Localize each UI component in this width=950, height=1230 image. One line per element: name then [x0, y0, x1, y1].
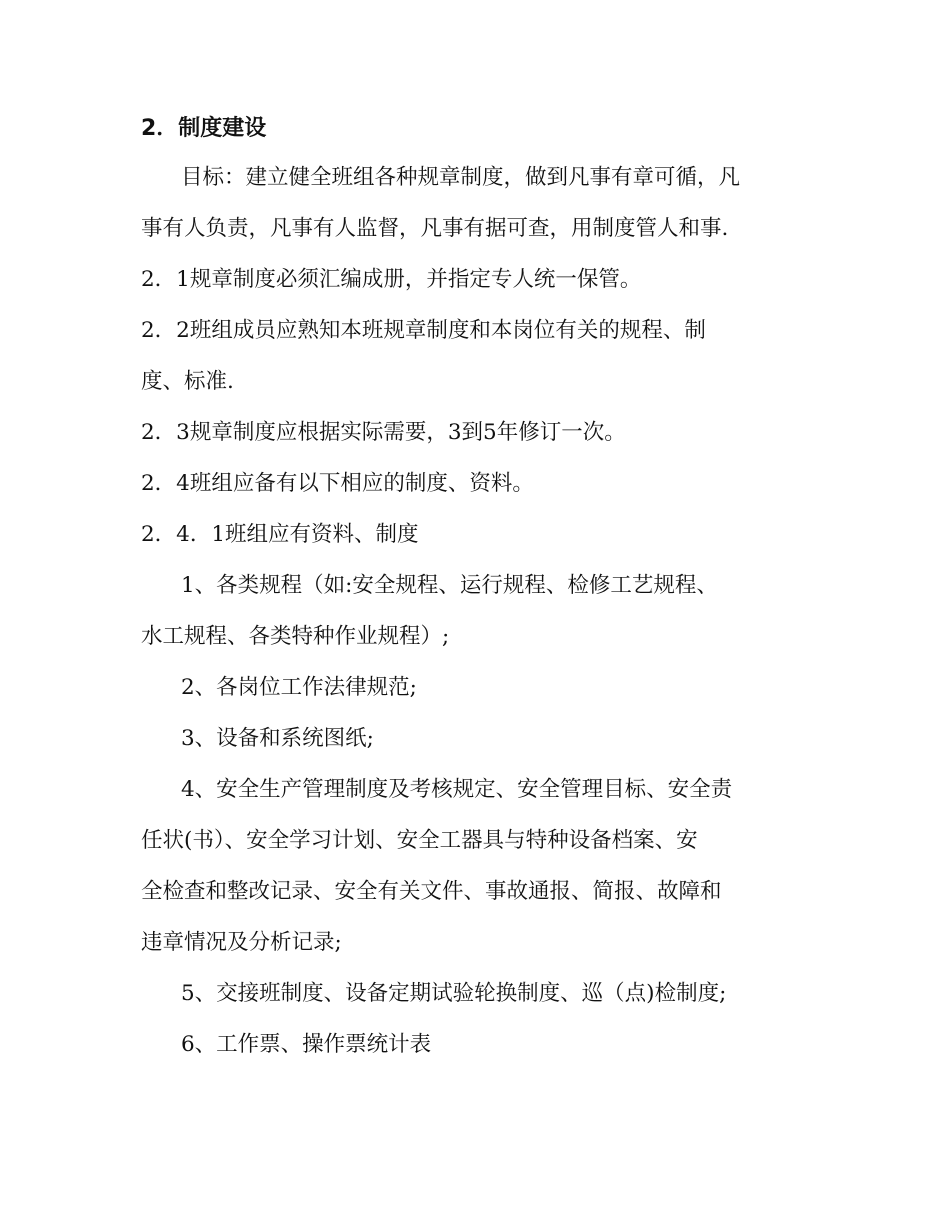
section-heading: 2．制度建设: [141, 116, 267, 141]
list-item-4-line-2: 任状(书）、安全学习计划、安全工器具与特种设备档案、安: [141, 828, 698, 853]
clause-2-4: 2．4班组应备有以下相应的制度、资料。: [141, 471, 534, 496]
list-item-5: 5、交接班制度、设备定期试验轮换制度、巡（点)检制度;: [181, 981, 727, 1006]
clause-2-4-1: 2．4．1班组应有资料、制度: [141, 522, 419, 547]
goal-line-2: 事有人负责，凡事有人监督，凡事有据可查，用制度管人和事.: [141, 216, 729, 241]
list-item-4: [141, 764, 813, 968]
list-item-1-line-1: 1、各类规程（如:安全规程、运行规程、检修工艺规程、: [181, 573, 718, 598]
list-item-4-line-4: 违章情况及分析记录;: [141, 930, 342, 955]
clause-2-2-line-2: 度、标准.: [141, 369, 234, 394]
list-item-1: [141, 560, 813, 662]
clause-2-3: 2．3规章制度应根据实际需要，3到5年修订一次。: [141, 420, 626, 445]
clause-2-2: [141, 305, 813, 407]
list-item-4-line-3: 全检查和整改记录、安全有关文件、事故通报、简报、故障和: [141, 879, 722, 904]
list-item-1-line-2: 水工规程、各类特种作业规程）;: [141, 624, 450, 649]
goal-paragraph: [141, 152, 813, 254]
list-item-2: 2、各岗位工作法律规范;: [181, 675, 417, 700]
clause-2-2-line-1: 2．2班组成员应熟知本班规章制度和本岗位有关的规程、制: [141, 318, 706, 343]
clause-2-1: 2．1规章制度必须汇编成册，并指定专人统一保管。: [141, 267, 642, 292]
goal-line-1: 目标：建立健全班组各种规章制度，做到凡事有章可循，凡: [181, 165, 741, 190]
list-item-3: 3、设备和系统图纸;: [181, 726, 374, 751]
list-item-4-line-1: 4、安全生产管理制度及考核规定、安全管理目标、安全责: [181, 777, 733, 802]
document-body: [141, 106, 813, 1070]
list-item-6: 6、工作票、操作票统计表: [181, 1032, 432, 1057]
